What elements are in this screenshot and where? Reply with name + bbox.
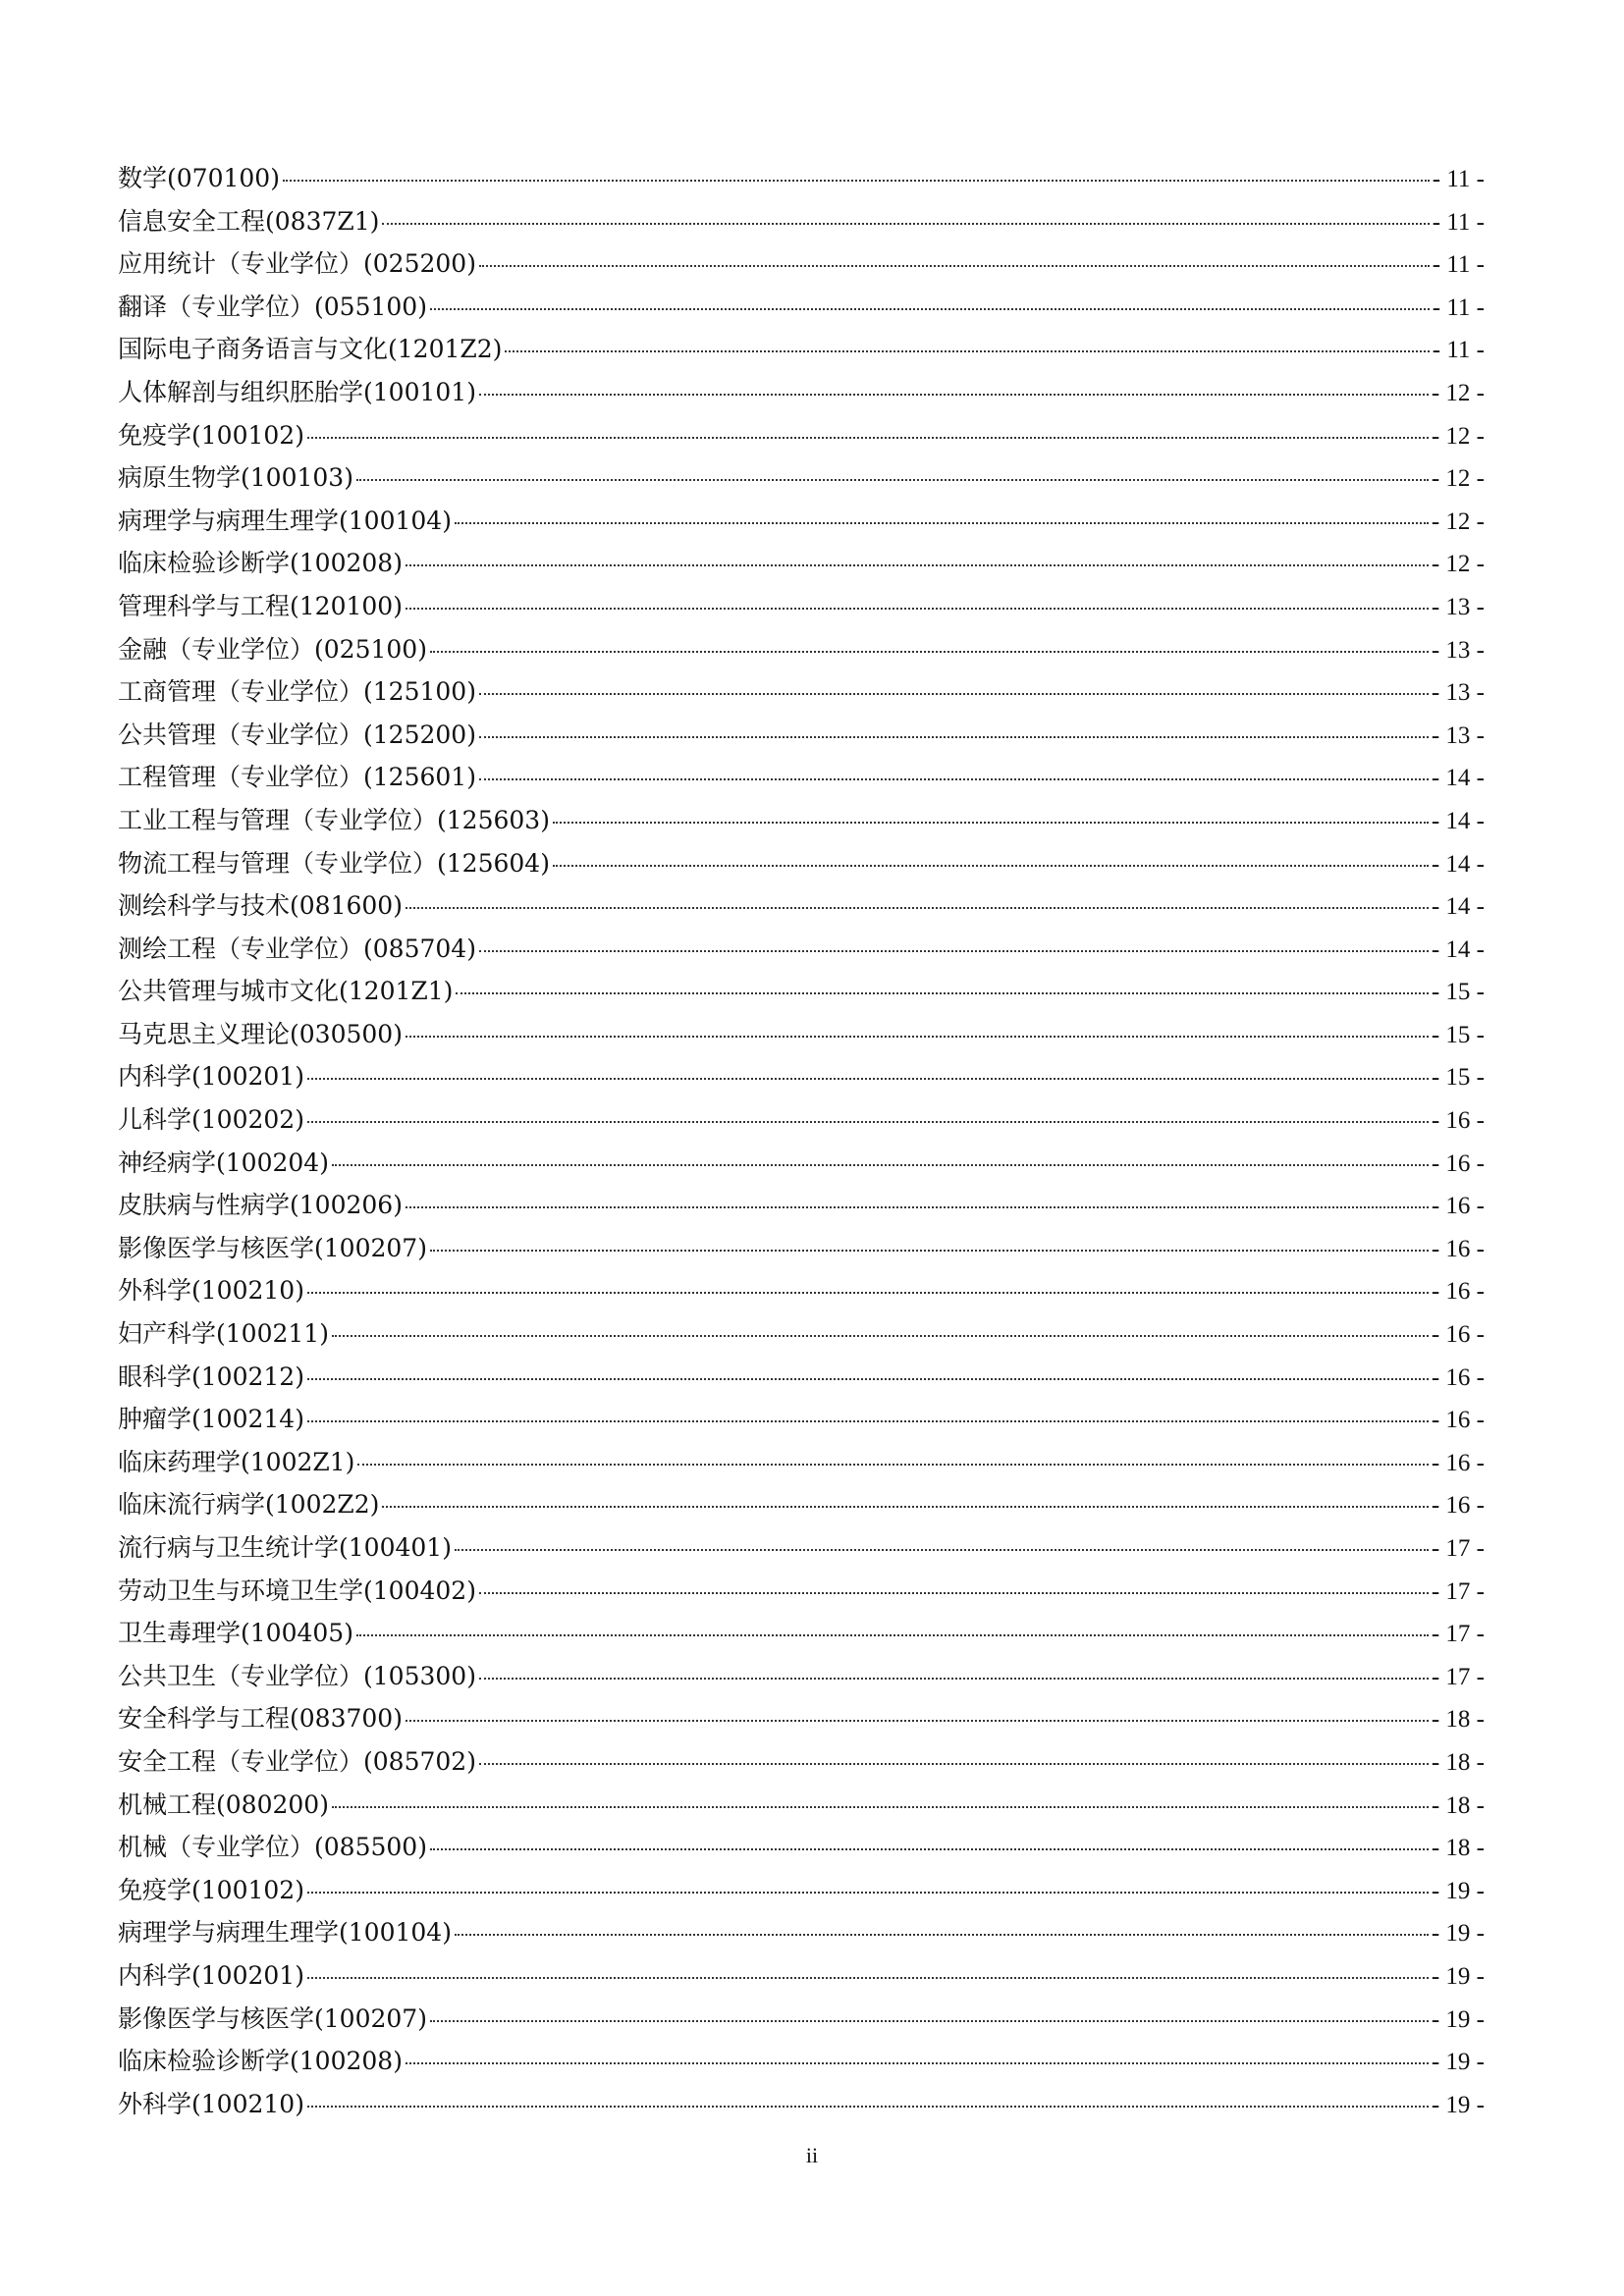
toc-dot-leader <box>505 350 1429 352</box>
toc-entry-page: - 14 - <box>1431 850 1485 878</box>
toc-entry[interactable] <box>118 1356 1485 1399</box>
toc-entry-page: - 16 - <box>1431 1107 1485 1135</box>
toc-dot-leader <box>357 1464 1428 1466</box>
toc-entry-page: - 11 - <box>1432 208 1485 236</box>
toc-entry-page: - 16 - <box>1431 1407 1485 1434</box>
toc-entry-title: 临床流行病学(1002Z2) <box>118 1490 380 1520</box>
toc-entry-title: 工商管理（专业学位）(125100) <box>118 677 476 707</box>
toc-entry-page: - 18 - <box>1431 1835 1485 1862</box>
toc-entry-title: 皮肤病与性病学(100206) <box>118 1191 403 1220</box>
toc-dot-leader <box>406 1720 1429 1722</box>
toc-entry[interactable] <box>118 1055 1485 1098</box>
toc-dot-leader <box>406 564 1429 566</box>
toc-dot-leader <box>430 308 1430 310</box>
toc-entry-title: 病原生物学(100103) <box>118 463 353 493</box>
toc-entry-title: 管理科学与工程(120100) <box>118 591 403 620</box>
toc-entry[interactable] <box>118 884 1485 928</box>
toc-entry-page: - 17 - <box>1431 1577 1485 1605</box>
toc-entry-page: - 16 - <box>1431 1235 1485 1262</box>
toc-entry[interactable] <box>118 1911 1485 1954</box>
toc-entry-page: - 18 - <box>1431 1748 1485 1776</box>
toc-entry-page: - 11 - <box>1432 337 1485 364</box>
toc-dot-leader <box>430 2020 1429 2022</box>
toc-entry-page: - 13 - <box>1431 636 1485 664</box>
toc-dot-leader <box>406 2062 1429 2064</box>
toc-entry[interactable] <box>118 1142 1485 1185</box>
toc-entry[interactable] <box>118 414 1485 457</box>
toc-dot-leader <box>479 1678 1429 1680</box>
toc-entry-page: - 12 - <box>1431 379 1485 406</box>
toc-dot-leader <box>307 1420 1429 1422</box>
toc-entry-page: - 13 - <box>1431 593 1485 620</box>
toc-entry-title: 免疫学(100102) <box>118 1875 304 1904</box>
toc-dot-leader <box>455 1934 1429 1936</box>
toc-dot-leader <box>479 778 1429 780</box>
toc-entry-page: - 19 - <box>1431 2005 1485 2033</box>
toc-entry-title: 病理学与病理生理学(100104) <box>118 506 452 535</box>
toc-entry-page: - 19 - <box>1431 1920 1485 1948</box>
toc-entry-page: - 16 - <box>1431 1363 1485 1391</box>
toc-entry-page: - 18 - <box>1431 1791 1485 1819</box>
toc-entry-page: - 18 - <box>1431 1706 1485 1734</box>
toc-dot-leader <box>479 950 1429 952</box>
toc-entry-page: - 16 - <box>1431 1193 1485 1220</box>
toc-entry-title: 人体解剖与组织胚胎学(100101) <box>118 377 476 406</box>
toc-entry-title: 肿瘤学(100214) <box>118 1405 304 1434</box>
toc-dot-leader <box>479 265 1430 267</box>
toc-dot-leader <box>382 223 1429 225</box>
toc-entry-page: - 15 - <box>1431 1021 1485 1048</box>
toc-entry-title: 临床药理学(1002Z1) <box>118 1447 355 1476</box>
toc-entry-page: - 12 - <box>1431 465 1485 493</box>
toc-entry-title: 临床检验诊断学(100208) <box>118 2047 403 2076</box>
toc-entry[interactable] <box>118 1398 1485 1441</box>
toc-entry-title: 影像医学与核医学(100207) <box>118 2003 427 2033</box>
toc-entry-page: - 19 - <box>1431 1962 1485 1990</box>
toc-entry[interactable] <box>118 1612 1485 1655</box>
toc-dot-leader <box>307 1292 1429 1294</box>
toc-dot-leader <box>406 1036 1429 1038</box>
toc-entry-page: - 19 - <box>1431 2049 1485 2076</box>
table-of-contents <box>118 157 1485 2125</box>
toc-entry[interactable] <box>118 2040 1485 2083</box>
toc-entry-title: 神经病学(100204) <box>118 1148 329 1177</box>
toc-dot-leader <box>307 1078 1429 1080</box>
toc-entry-page: - 16 - <box>1431 1449 1485 1476</box>
toc-entry-page: - 13 - <box>1431 679 1485 707</box>
toc-dot-leader <box>455 522 1429 524</box>
toc-entry-title: 免疫学(100102) <box>118 420 304 450</box>
toc-dot-leader <box>479 1592 1429 1594</box>
toc-entry[interactable] <box>118 1441 1485 1484</box>
toc-entry[interactable] <box>118 1954 1485 1998</box>
toc-entry-title: 公共卫生（专业学位）(105300) <box>118 1661 476 1690</box>
toc-entry-title: 安全工程（专业学位）(085702) <box>118 1746 476 1776</box>
toc-dot-leader <box>479 394 1429 396</box>
toc-entry[interactable] <box>118 500 1485 543</box>
toc-dot-leader <box>406 608 1429 610</box>
toc-dot-leader <box>479 693 1429 695</box>
toc-entry[interactable] <box>118 585 1485 628</box>
toc-dot-leader <box>332 1164 1429 1166</box>
toc-dot-leader <box>479 736 1429 738</box>
toc-entry-title: 眼科学(100212) <box>118 1362 304 1391</box>
toc-entry-title: 马克思主义理论(030500) <box>118 1019 403 1048</box>
toc-dot-leader <box>307 1378 1429 1380</box>
toc-entry[interactable] <box>118 842 1485 885</box>
toc-dot-leader <box>430 1250 1429 1252</box>
toc-entry-page: - 12 - <box>1431 507 1485 535</box>
toc-entry-page: - 16 - <box>1431 1321 1485 1349</box>
toc-entry-page: - 13 - <box>1431 721 1485 749</box>
toc-entry[interactable] <box>118 2083 1485 2126</box>
toc-dot-leader <box>307 1977 1429 1979</box>
toc-entry-title: 外科学(100210) <box>118 2089 304 2118</box>
toc-entry-page: - 14 - <box>1431 935 1485 963</box>
toc-entry[interactable] <box>118 670 1485 714</box>
toc-entry-title: 内科学(100201) <box>118 1960 304 1990</box>
toc-entry-page: - 14 - <box>1431 765 1485 792</box>
toc-entry-title: 测绘工程（专业学位）(085704) <box>118 934 476 963</box>
toc-entry-title: 公共管理与城市文化(1201Z1) <box>118 977 454 1006</box>
toc-entry-page: - 16 - <box>1431 1149 1485 1177</box>
toc-dot-leader <box>553 822 1429 824</box>
toc-entry-page: - 14 - <box>1431 807 1485 834</box>
toc-entry[interactable] <box>118 242 1485 286</box>
toc-dot-leader <box>356 1634 1429 1636</box>
toc-entry-page: - 19 - <box>1431 1877 1485 1904</box>
toc-entry[interactable] <box>118 628 1485 671</box>
toc-entry-page: - 19 - <box>1431 2091 1485 2118</box>
toc-dot-leader <box>430 651 1429 653</box>
toc-dot-leader <box>307 2106 1429 2108</box>
toc-entry-page: - 12 - <box>1431 551 1485 578</box>
toc-entry[interactable] <box>118 328 1485 371</box>
toc-dot-leader <box>456 992 1428 994</box>
toc-entry-title: 公共管理（专业学位）(125200) <box>118 720 476 749</box>
toc-entry-page: - 16 - <box>1431 1492 1485 1520</box>
toc-dot-leader <box>406 1206 1429 1208</box>
toc-entry-title: 临床检验诊断学(100208) <box>118 549 403 578</box>
toc-entry[interactable] <box>118 542 1485 585</box>
toc-entry-title: 工业工程与管理（专业学位）(125603) <box>118 805 550 834</box>
toc-entry-page: - 15 - <box>1431 979 1485 1006</box>
toc-entry[interactable] <box>118 286 1485 329</box>
toc-entry[interactable] <box>118 1013 1485 1056</box>
toc-dot-leader <box>406 907 1429 909</box>
toc-dot-leader <box>307 1121 1429 1123</box>
toc-entry-title: 金融（专业学位）(025100) <box>118 634 427 664</box>
toc-dot-leader <box>455 1549 1429 1551</box>
toc-entry-page: - 11 - <box>1432 251 1485 279</box>
toc-entry-title: 国际电子商务语言与文化(1201Z2) <box>118 335 503 364</box>
toc-entry[interactable] <box>118 1826 1485 1869</box>
toc-entry-title: 物流工程与管理（专业学位）(125604) <box>118 848 550 878</box>
toc-entry-title: 应用统计（专业学位）(025200) <box>118 249 476 279</box>
toc-entry[interactable] <box>118 1570 1485 1613</box>
toc-entry[interactable] <box>118 1697 1485 1740</box>
toc-entry[interactable] <box>118 1184 1485 1227</box>
toc-entry[interactable] <box>118 756 1485 799</box>
toc-dot-leader <box>307 1892 1429 1894</box>
toc-dot-leader <box>307 437 1429 439</box>
toc-entry-page: - 11 - <box>1432 166 1485 192</box>
toc-entry[interactable] <box>118 1483 1485 1526</box>
toc-entry-title: 机械（专业学位）(085500) <box>118 1833 427 1862</box>
toc-entry[interactable] <box>118 1098 1485 1142</box>
toc-entry-title: 数学(070100) <box>118 164 280 192</box>
toc-entry-page: - 11 - <box>1432 294 1485 321</box>
toc-dot-leader <box>332 1806 1429 1808</box>
toc-entry[interactable] <box>118 1869 1485 1912</box>
toc-dot-leader <box>479 1763 1429 1765</box>
toc-entry-title: 翻译（专业学位）(055100) <box>118 292 427 321</box>
toc-dot-leader <box>430 1848 1429 1850</box>
toc-dot-leader <box>553 865 1429 867</box>
toc-dot-leader <box>283 180 1430 182</box>
toc-entry[interactable] <box>118 200 1485 243</box>
toc-entry[interactable] <box>118 371 1485 414</box>
toc-dot-leader <box>332 1335 1429 1337</box>
toc-entry-title: 安全科学与工程(083700) <box>118 1704 403 1734</box>
toc-entry-page: - 12 - <box>1431 422 1485 450</box>
toc-entry-title: 内科学(100201) <box>118 1062 304 1092</box>
toc-entry-title: 信息安全工程(0837Z1) <box>118 206 380 236</box>
toc-dot-leader <box>356 479 1429 481</box>
toc-entry[interactable] <box>118 970 1485 1013</box>
toc-entry-title: 外科学(100210) <box>118 1276 304 1306</box>
toc-entry[interactable] <box>118 1740 1485 1784</box>
page-number: ii <box>805 2143 819 2167</box>
toc-entry-page: - 17 - <box>1431 1535 1485 1562</box>
toc-entry-title: 妇产科学(100211) <box>118 1319 329 1349</box>
toc-entry-title: 儿科学(100202) <box>118 1105 304 1135</box>
toc-entry-page: - 17 - <box>1431 1621 1485 1648</box>
toc-entry-page: - 15 - <box>1431 1064 1485 1092</box>
toc-entry[interactable] <box>118 1998 1485 2041</box>
toc-entry[interactable] <box>118 157 1485 200</box>
toc-entry[interactable] <box>118 799 1485 842</box>
toc-entry[interactable] <box>118 1784 1485 1827</box>
toc-entry[interactable] <box>118 1227 1485 1270</box>
toc-entry[interactable] <box>118 714 1485 757</box>
toc-entry-title: 流行病与卫生统计学(100401) <box>118 1533 452 1562</box>
toc-entry[interactable] <box>118 1526 1485 1570</box>
toc-entry-title: 影像医学与核医学(100207) <box>118 1233 427 1262</box>
toc-entry-title: 病理学与病理生理学(100104) <box>118 1918 452 1948</box>
toc-entry-page: - 17 - <box>1431 1663 1485 1690</box>
toc-entry-title: 测绘科学与技术(081600) <box>118 891 403 921</box>
toc-entry[interactable] <box>118 1655 1485 1698</box>
toc-dot-leader <box>382 1506 1428 1508</box>
toc-entry[interactable] <box>118 1269 1485 1312</box>
toc-entry[interactable] <box>118 1312 1485 1356</box>
toc-entry-title: 劳动卫生与环境卫生学(100402) <box>118 1575 476 1605</box>
toc-entry[interactable] <box>118 456 1485 500</box>
toc-entry-page: - 16 - <box>1431 1278 1485 1306</box>
toc-entry-title: 卫生毒理学(100405) <box>118 1619 353 1648</box>
toc-entry[interactable] <box>118 928 1485 971</box>
toc-entry-title: 机械工程(080200) <box>118 1789 329 1819</box>
toc-entry-page: - 14 - <box>1431 893 1485 921</box>
toc-entry-title: 工程管理（专业学位）(125601) <box>118 763 476 792</box>
